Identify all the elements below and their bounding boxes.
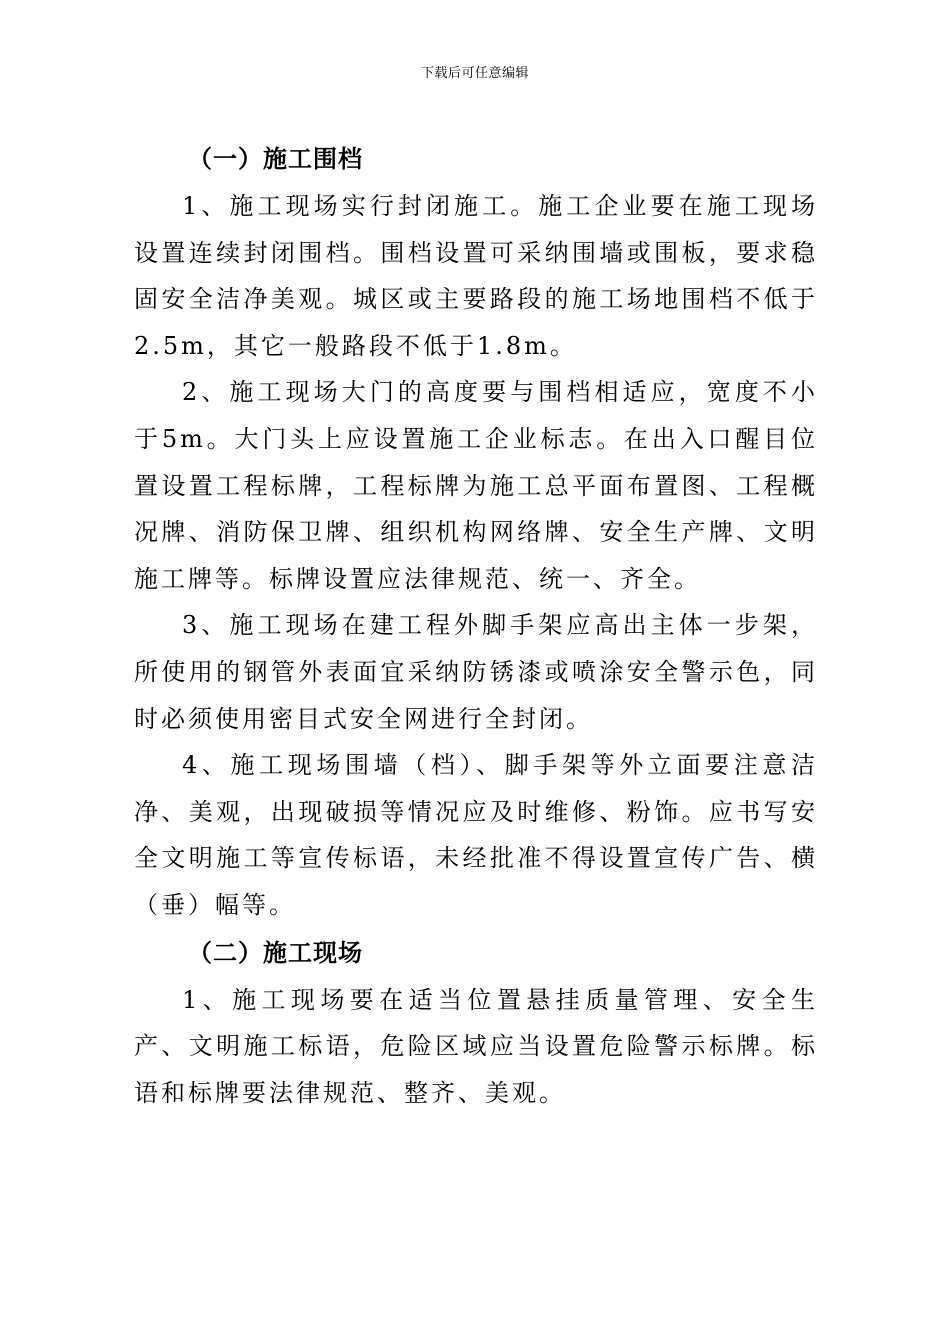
paragraph-2-1: 1、施工现场要在适当位置悬挂质量管理、安全生产、文明施工标语，危险区域应当设置危险警示标牌。标语和标牌要法律规范、整齐、美观。	[134, 985, 818, 1107]
document-body	[134, 135, 818, 1116]
paragraph-1-3: 3、施工现场在建工程外脚手架应高出主体一步架，所使用的钢管外表面宜采纳防锈漆或喷涂安全警示色，同时必须使用密目式安全网进行全封闭。	[134, 611, 818, 733]
section-heading-1: （一）施工围档	[188, 144, 363, 173]
paragraph-1-1: 1、施工现场实行封闭施工。施工企业要在施工现场设置连续封闭围档。围档设置可采纳围墙或围板，要求稳固安全洁净美观。城区或主要路段的施工场地围档不低于 2.5m，其它一般路段不低于1.8m。	[134, 192, 818, 360]
paragraph-1-4: 4、施工现场围墙（档）、脚手架等外立面要注意洁净、美观，出现破损等情况应及时维修、粉饰。应书写安全文明施工等宣传标语，未经批准不得设置宣传广告、横（垂）幅等。	[134, 751, 818, 919]
paragraph-1-2: 2、施工现场大门的高度要与围档相适应，宽度不小于5m。大门头上应设置施工企业标志。在出入口醒目位置设置工程标牌，工程标牌为施工总平面布置图、工程概况牌、消防保卫牌、组织机构网络牌、安全生产牌、文明施工牌等。标牌设置应法律规范、统一、齐全。	[134, 378, 818, 593]
section-heading-2: （二）施工现场	[188, 937, 363, 967]
header-note: 下载后可任意编辑	[420, 66, 529, 81]
